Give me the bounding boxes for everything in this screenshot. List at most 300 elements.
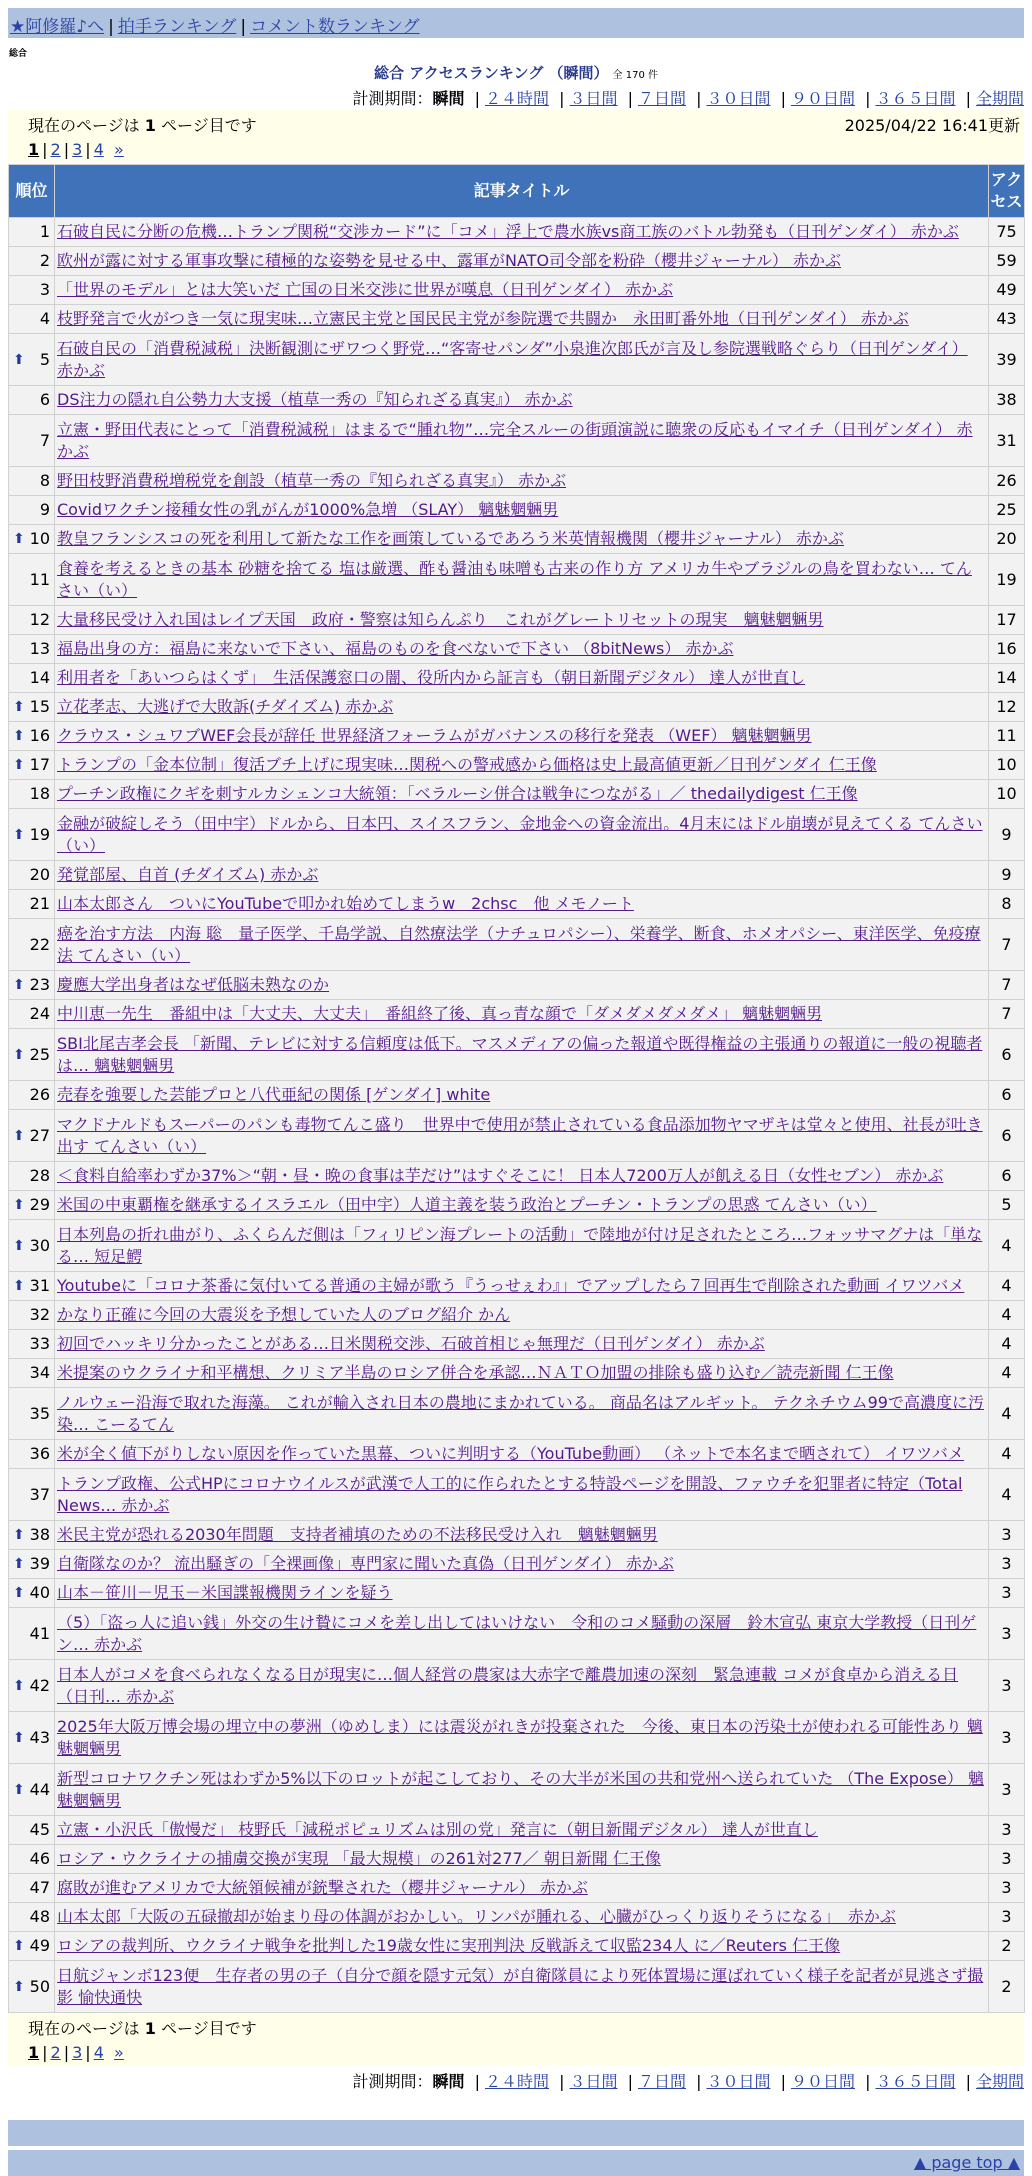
rank-number: 31 (29, 1276, 50, 1295)
title-cell (55, 554, 989, 606)
rank-number: 11 (29, 569, 50, 589)
period-selector-top: 計測期間：瞬間 | ２４時間 | ３日間 | ７日間 | ３０日間 | ９０日間 | ３６５日間 | 全期間 (352, 89, 1024, 108)
article-title-link[interactable]: ロシア・ウクライナの捕虜交換が実現 「最大規模」の261対277／ 朝日新聞 仁王像 (57, 1849, 661, 1868)
up-arrow-icon: ⬆ (13, 351, 25, 368)
rank-cell (9, 1608, 55, 1660)
table-row (9, 1816, 1025, 1845)
rank-cell (9, 334, 55, 386)
title-cell (55, 1521, 989, 1550)
header-rank: 順位 (9, 165, 55, 218)
page-link-2[interactable]: 2 (50, 140, 61, 159)
rank-cell (9, 386, 55, 415)
rank-number: 16 (29, 726, 50, 745)
article-title-link[interactable]: かなり正確に今回の大震災を予想していた人のブログ紹介 かん (57, 1305, 511, 1324)
table-row (9, 1579, 1025, 1608)
article-title-link[interactable]: 立憲・小沢氏「傲慢だ」 枝野氏「減税ポピュリズムは別の党」発言に（朝日新聞デジタル） 達人が世直し (57, 1820, 818, 1839)
rank-number: 15 (29, 697, 50, 716)
access-count: 39 (989, 334, 1025, 386)
access-count: 17 (989, 606, 1025, 635)
table-row (9, 1874, 1025, 1903)
rank-cell (9, 606, 55, 635)
page-link-3[interactable]: 3 (72, 2043, 83, 2062)
access-count: 75 (989, 218, 1025, 247)
article-title-link[interactable]: Covidワクチン接種女性の乳がんが1000%急増 （SLAY） 魑魅魍魎男 (57, 500, 559, 519)
rank-cell (9, 780, 55, 809)
rank-cell (9, 1029, 55, 1081)
up-arrow-icon: ⬆ (13, 1197, 25, 1213)
rank-cell (9, 890, 55, 919)
title-cell (55, 693, 989, 722)
page-current: 1 (28, 2043, 40, 2062)
article-title-link[interactable]: 初回でハッキリ分かったことがある…日米関税交渉、石破首相じゃ無理だ（日刊ゲンダイ） 赤かぶ (57, 1334, 765, 1353)
table-row (9, 1110, 1025, 1162)
title-cell (55, 1081, 989, 1110)
period-all[interactable]: 全期間 (975, 2072, 1024, 2091)
page-link-4[interactable]: 4 (93, 2043, 104, 2062)
rank-cell (9, 218, 55, 247)
article-title-link[interactable]: 野田枝野消費税増税党を創設（植草一秀の『知られざる真実』） 赤かぶ (57, 471, 567, 490)
access-count: 4 (989, 1388, 1025, 1440)
header-access: アクセス (989, 165, 1025, 218)
top-navigation (8, 8, 1024, 38)
article-title-link[interactable]: （5）「盗っ人に追い銭」外交の生け贄にコメを差し出してはいけない 令和のコメ騒動の深層 鈴木宣弘 東京大学教授（日刊ゲン… 赤かぶ (57, 1612, 977, 1654)
rank-number: 7 (39, 430, 50, 450)
page-link-4[interactable]: 4 (93, 140, 104, 159)
rank-cell (9, 1220, 55, 1272)
article-title-link[interactable]: ＜食料自給率わずか37%＞“朝・昼・晩の食事は芋だけ”はすぐそこに！ 日本人7200万人が飢える日（女性セブン） 赤かぶ (57, 1166, 944, 1185)
period-3d[interactable]: ３日間 (569, 89, 618, 108)
access-count: 8 (989, 890, 1025, 919)
page-top-link[interactable]: ▲ page top ▲ (913, 2153, 1020, 2172)
article-title-link[interactable]: 慶應大学出身者はなぜ低脳未熟なのか (57, 975, 330, 994)
rank-number: 26 (29, 1085, 50, 1104)
title-cell (55, 247, 989, 276)
title-cell (55, 1301, 989, 1330)
article-title-link[interactable]: 利用者を「あいつらはくず」 生活保護窓口の闇、役所内から証言も（朝日新聞デジタル） 達人が世直し (57, 668, 806, 687)
rank-number: 18 (29, 784, 50, 803)
title-cell (55, 1961, 989, 2013)
rank-number: 17 (29, 755, 50, 774)
article-title-link[interactable]: ロシアの裁判所、ウクライナ戦争を批判した19歳女性に実刑判決 反戦訴えて収監234人 に／Reuters 仁王像 (57, 1936, 841, 1955)
access-count: 14 (989, 664, 1025, 693)
up-arrow-icon: ⬆ (13, 1556, 25, 1572)
article-title-link[interactable]: トランプ政権、公式HPにコロナウイルスが武漢で人工的に作られたとする特設ページを開設、ファウチを犯罪者に特定（Total News… 赤かぶ (57, 1473, 963, 1515)
period-7d[interactable]: ７日間 (637, 89, 686, 108)
access-count: 26 (989, 467, 1025, 496)
rank-cell (9, 1191, 55, 1220)
rank-cell (9, 693, 55, 722)
up-arrow-icon: ⬆ (13, 1527, 25, 1543)
rank-cell (9, 1845, 55, 1874)
access-count: 3 (989, 1608, 1025, 1660)
table-row (9, 305, 1025, 334)
title-cell (55, 1550, 989, 1579)
article-title-link[interactable]: 山本太郎「大阪の五碌撤却が始まり母の体調がおかしい。リンパが腫れる、心臓がひっくり返りそうになる」 赤かぶ (57, 1907, 896, 1926)
access-count: 3 (989, 1903, 1025, 1932)
rank-cell (9, 305, 55, 334)
rank-number: 36 (29, 1444, 50, 1463)
title-cell (55, 809, 989, 861)
table-row (9, 1162, 1025, 1191)
article-title-link[interactable]: 大量移民受け入れ国はレイプ天国 政府・警察は知らんぷり これがグレートリセットの現実 魑魅魍魎男 (57, 610, 824, 629)
article-title-link[interactable]: 石破自民の「消費税減税」決断観測にザワつく野党…“客寄せパンダ”小泉進次郎氏が言及し参院選戦略ぐらり（日刊ゲンダイ） 赤かぶ (57, 338, 968, 380)
header-title: 記事タイトル (55, 165, 989, 218)
up-arrow-icon: ⬆ (13, 826, 25, 843)
up-arrow-icon: ⬆ (13, 728, 25, 744)
page-status: 現在のページは 1 ページ目です (28, 116, 257, 135)
table-row (9, 276, 1025, 305)
rank-number: 24 (29, 1004, 50, 1023)
article-title-link[interactable]: プーチン政権にクギを刺すルカシェンコ大統領：「ベラルーシ併合は戦争につながる」／ thedailydigest 仁王像 (57, 784, 858, 803)
rank-cell (9, 247, 55, 276)
home-link[interactable]: ★阿修羅♪へ (10, 17, 105, 37)
rank-number: 45 (29, 1820, 50, 1839)
table-row (9, 525, 1025, 554)
table-row (9, 1961, 1025, 2013)
rank-number: 4 (39, 309, 50, 328)
access-count: 25 (989, 496, 1025, 525)
access-count: 43 (989, 305, 1025, 334)
title-cell (55, 1469, 989, 1521)
title-cell (55, 1110, 989, 1162)
page-title (0, 62, 1032, 83)
rank-number: 12 (29, 610, 50, 629)
rank-number: 43 (29, 1727, 50, 1747)
up-arrow-icon: ⬆ (13, 1677, 25, 1694)
title-cell (55, 1440, 989, 1469)
period-30d[interactable]: ３０日間 (706, 89, 771, 108)
article-title-link[interactable]: 日本列島の折れ曲がり、ふくらんだ側は「フィリピン海プレートの活動」で陸地が付け足されたところ…フォッサマグナは「単なる… 短足鰐 (57, 1224, 983, 1266)
article-title-link[interactable]: マクドナルドもスーパーのパンも毒物てんこ盛り 世界中で使用が禁止されている食品添加物ヤマザキは堂々と使用、社長が吐き出す てんさい（い） (57, 1114, 983, 1156)
article-title-link[interactable]: 2025年大阪万博会場の埋立中の夢洲（ゆめしま）には震災がれきが投棄された 今後、東日本の汚染土が使われる可能性あり 魑魅魍魎男 (57, 1716, 983, 1758)
article-title-link[interactable]: 腐敗が進むアメリカで大統領候補が銃撃された（櫻井ジャーナル） 赤かぶ (57, 1878, 588, 1897)
article-title-link[interactable]: 米が全く値下がりしない原因を作っていた黒幕、ついに判明する（YouTube動画） （ネットで本名まで晒されて） イワツバメ (57, 1444, 964, 1463)
access-count: 4 (989, 1440, 1025, 1469)
nav-separator: | (108, 17, 114, 37)
comment-ranking-link[interactable]: コメント数ランキング (250, 17, 420, 37)
article-title-link[interactable]: 自衛隊なのか？ 流出騒ぎの「全裸画像」専門家に聞いた真偽（日刊ゲンダイ） 赤かぶ (57, 1554, 674, 1573)
title-cell (55, 386, 989, 415)
access-count: 3 (989, 1579, 1025, 1608)
article-title-link[interactable]: 欧州が露に対する軍事攻撃に積極的な姿勢を見せる中、露軍がNATO司令部を粉砕（櫻井ジャーナル） 赤かぶ (57, 251, 842, 270)
rank-number: 9 (39, 500, 50, 519)
rank-number: 35 (29, 1403, 50, 1423)
article-title-link[interactable]: DS注力の隠れ自公勢力大支援（植草一秀の『知られざる真実』） 赤かぶ (57, 390, 573, 409)
article-title-link[interactable]: 発覚部屋、自首 (チダイズム) 赤かぶ (57, 865, 319, 884)
access-count: 20 (989, 525, 1025, 554)
rank-number: 40 (29, 1583, 50, 1602)
rank-number: 25 (29, 1044, 50, 1064)
table-row (9, 919, 1025, 971)
title-cell (55, 1388, 989, 1440)
article-title-link[interactable]: 癌を治す方法 内海 聡 量子医学、千島学説、自然療法学（ナチュロパシー）、栄養学、断食、ホメオパシー、東洋医学、免疫療法 てんさい（い） (57, 923, 981, 965)
table-row (9, 1029, 1025, 1081)
rank-cell (9, 1081, 55, 1110)
table-row (9, 1272, 1025, 1301)
title-cell (55, 1162, 989, 1191)
table-row (9, 1660, 1025, 1712)
table-row (9, 334, 1025, 386)
rank-number: 46 (29, 1849, 50, 1868)
title-cell (55, 1220, 989, 1272)
access-count: 59 (989, 247, 1025, 276)
table-row (9, 218, 1025, 247)
article-title-link[interactable]: 日本人がコメを食べられなくなる日が現実に…個人経営の農家は大赤字で離農加速の深刻 緊急連載 コメが食卓から消える日（日刊… 赤かぶ (57, 1664, 959, 1706)
up-arrow-icon: ⬆ (13, 1127, 25, 1144)
rank-number: 30 (29, 1235, 50, 1255)
up-arrow-icon: ⬆ (13, 699, 25, 715)
rank-cell (9, 496, 55, 525)
period-30d[interactable]: ３０日間 (706, 2072, 771, 2091)
up-arrow-icon: ⬆ (13, 977, 25, 993)
nav-separator: | (240, 17, 247, 37)
next-page-link[interactable]: » (114, 2043, 124, 2062)
access-count: 3 (989, 1764, 1025, 1816)
access-count: 3 (989, 1521, 1025, 1550)
rank-number: 41 (29, 1623, 50, 1643)
article-title-link[interactable]: クラウス・シュワブWEF会長が辞任 世界経済フォーラムがガバナンスの移行を発表 （WEF） 魑魅魍魎男 (57, 726, 812, 745)
rank-cell (9, 1712, 55, 1764)
footer-bar (8, 2150, 1024, 2176)
rank-cell (9, 1359, 55, 1388)
rank-number: 6 (39, 390, 50, 409)
access-count: 10 (989, 751, 1025, 780)
page-link-2[interactable]: 2 (50, 2043, 61, 2062)
access-count: 4 (989, 1301, 1025, 1330)
article-title-link[interactable]: 売春を強要した芸能プロと八代亜紀の関係 [ゲンダイ] white (57, 1085, 491, 1104)
period-90d[interactable]: ９０日間 (790, 89, 855, 108)
rank-number: 47 (29, 1878, 50, 1897)
period-3d[interactable]: ３日間 (569, 2072, 618, 2091)
table-header-row (9, 165, 1025, 218)
pager-top (8, 110, 1024, 162)
rank-number: 14 (29, 668, 50, 687)
access-count: 6 (989, 1081, 1025, 1110)
up-arrow-icon: ⬆ (13, 1729, 25, 1746)
next-page-link[interactable]: » (114, 140, 124, 159)
table-row (9, 1903, 1025, 1932)
title-cell (55, 890, 989, 919)
period-365d[interactable]: ３６５日間 (875, 2072, 956, 2091)
access-count: 3 (989, 1816, 1025, 1845)
rank-cell (9, 664, 55, 693)
access-count: 4 (989, 1220, 1025, 1272)
rank-number: 27 (29, 1125, 50, 1145)
title-cell (55, 919, 989, 971)
access-count: 5 (989, 1191, 1025, 1220)
period-selector-bottom: 計測期間：瞬間 | ２４時間 | ３日間 | ７日間 | ３０日間 | ９０日間 | ３６５日間 | 全期間 (352, 2072, 1024, 2091)
up-arrow-icon: ⬆ (13, 1938, 25, 1954)
rank-cell (9, 1764, 55, 1816)
article-title-link[interactable]: 新型コロナワクチン死はわずか5%以下のロットが起こしており、その大半が米国の共和党州へ送られていた （The Expose） 魑魅魍魎男 (57, 1768, 984, 1810)
period-24h[interactable]: ２４時間 (484, 89, 549, 108)
rank-number: 32 (29, 1305, 50, 1324)
rank-cell (9, 1330, 55, 1359)
title-cell (55, 467, 989, 496)
access-count: 11 (989, 722, 1025, 751)
table-row (9, 247, 1025, 276)
rank-number: 44 (29, 1779, 50, 1799)
period-current: 瞬間 (432, 89, 465, 108)
period-7d[interactable]: ７日間 (637, 2072, 686, 2091)
table-row (9, 1845, 1025, 1874)
access-count: 9 (989, 809, 1025, 861)
rank-cell (9, 1301, 55, 1330)
rank-cell (9, 1903, 55, 1932)
page-title-text: 総合 アクセスランキング （瞬間） (374, 64, 609, 82)
article-title-link[interactable]: 「世界のモデル」とは大笑いだ 亡国の日米交渉に世界が嘆息（日刊ゲンダイ） 赤かぶ (57, 280, 674, 299)
rank-cell (9, 467, 55, 496)
category-label: 総合 (9, 49, 28, 59)
rank-cell (9, 919, 55, 971)
page-links: 1 | 2 | 3 | 4 » (28, 140, 124, 159)
article-title-link[interactable]: 米民主党が恐れる2030年問題 支持者補填のための不法移民受け入れ 魑魅魍魎男 (57, 1525, 658, 1544)
ranking-table (8, 164, 1025, 2013)
title-cell (55, 415, 989, 467)
title-cell (55, 1874, 989, 1903)
access-count: 3 (989, 1660, 1025, 1712)
rank-cell (9, 415, 55, 467)
table-row (9, 693, 1025, 722)
title-cell (55, 1579, 989, 1608)
up-arrow-icon: ⬆ (13, 757, 25, 773)
rank-cell (9, 525, 55, 554)
page-link-3[interactable]: 3 (72, 140, 83, 159)
table-row (9, 1712, 1025, 1764)
rank-cell (9, 1388, 55, 1440)
article-title-link[interactable]: 日航ジャンボ123便 生存者の男の子（自分で顔を隠す元気）が自衛隊員により死体置場に運ばれていく様子を記者が見逃さず撮影 愉快通快 (57, 1965, 984, 2007)
article-title-link[interactable]: SBI北尾吉孝会長 「新聞、テレビに対する信頼度は低下。マスメディアの偏った報道や既得権益の主張通りの報道に一般の視聴者は… 魑魅魍魎男 (57, 1033, 983, 1075)
title-cell (55, 276, 989, 305)
article-title-link[interactable]: 石破自民に分断の危機…トランプ関税“交渉カード”に「コメ」浮上で農水族vs商工族のバトル勃発も（日刊ゲンダイ） 赤かぶ (57, 222, 959, 241)
table-row (9, 664, 1025, 693)
table-row (9, 1220, 1025, 1272)
table-row (9, 1191, 1025, 1220)
article-title-link[interactable]: 中川恵一先生 番組中は「大丈夫、大丈夫」 番組終了後、真っ青な顔で「ダメダメダメダメ」 魑魅魍魎男 (57, 1004, 823, 1023)
access-count: 3 (989, 1550, 1025, 1579)
rank-cell (9, 1550, 55, 1579)
title-cell (55, 1608, 989, 1660)
rank-number: 39 (29, 1554, 50, 1573)
table-row (9, 780, 1025, 809)
rank-number: 37 (29, 1484, 50, 1504)
title-cell (55, 305, 989, 334)
title-cell (55, 1903, 989, 1932)
table-row (9, 1550, 1025, 1579)
article-title-link[interactable]: 立憲・野田代表にとって「消費税減税」はまるで“腫れ物”…完全スルーの街頭演説に聴衆の反応もイマイチ（日刊ゲンダイ） 赤かぶ (57, 419, 973, 461)
access-count: 7 (989, 971, 1025, 1000)
article-title-link[interactable]: Youtubeに「コロナ茶番に気付いてる普通の主婦が歌う『うっせぇわ』」でアップしたら７回再生で削除された動画 イワツバメ (57, 1276, 965, 1295)
rank-cell (9, 1110, 55, 1162)
rank-cell (9, 276, 55, 305)
rank-number: 33 (29, 1334, 50, 1353)
access-count: 2 (989, 1961, 1025, 2013)
table-row (9, 809, 1025, 861)
access-count: 7 (989, 919, 1025, 971)
title-cell (55, 664, 989, 693)
title-cell (55, 496, 989, 525)
rank-cell (9, 1521, 55, 1550)
article-title-link[interactable]: トランプの「金本位制」復活ブチ上げに現実味…関税への警戒感から価格は史上最高値更新／日刊ゲンダイ 仁王像 (57, 755, 877, 774)
article-title-link[interactable]: ノルウェー沿海で取れた海藻。 これが輸入され日本の農地にまかれている。 商品名はアルギット。 テクネチウム99で高濃度に汚染… こーるてん (57, 1392, 984, 1434)
article-title-link[interactable]: 米提案のウクライナ和平構想、クリミア半島のロシア併合を承認…ＮＡＴＯ加盟の排除も盛り込む／読売新聞 仁王像 (57, 1363, 894, 1382)
access-count: 3 (989, 1874, 1025, 1903)
rank-number: 2 (39, 251, 50, 270)
rank-cell (9, 1162, 55, 1191)
table-row (9, 635, 1025, 664)
article-title-link[interactable]: 米国の中東覇権を継承するイスラエル（田中宇）人道主義を装う政治とプーチン・トランプの思惑 てんさい（い） (57, 1195, 877, 1214)
rank-number: 34 (29, 1363, 50, 1382)
title-cell (55, 334, 989, 386)
access-count: 2 (989, 1932, 1025, 1961)
article-title-link[interactable]: 山本－笹川－児玉－米国諜報機関ラインを疑う (57, 1583, 393, 1602)
access-count: 12 (989, 693, 1025, 722)
rank-number: 28 (29, 1166, 50, 1185)
up-arrow-icon: ⬆ (13, 1278, 25, 1294)
rank-number: 23 (29, 975, 50, 994)
article-title-link[interactable]: 福島出身の方：福島に来ないで下さい、福島のものを食べないで下さい （8bitNews） 赤かぶ (57, 639, 734, 658)
title-cell (55, 1330, 989, 1359)
rank-number: 49 (29, 1936, 50, 1955)
updated-timestamp: 2025/04/22 16:41更新 (844, 116, 1020, 135)
title-cell (55, 635, 989, 664)
title-cell (55, 780, 989, 809)
title-cell (55, 1191, 989, 1220)
article-title-link[interactable]: 食養を考えるときの基本 砂糖を捨てる 塩は厳選、酢も醤油も味噌も古来の作り方 アメリカ牛やブラジルの鳥を買わない… てんさい（い） (57, 558, 972, 600)
title-cell (55, 1359, 989, 1388)
rank-number: 42 (29, 1675, 50, 1695)
table-row (9, 1301, 1025, 1330)
rank-cell (9, 554, 55, 606)
rank-number: 10 (29, 529, 50, 548)
rank-number: 19 (29, 824, 50, 844)
period-24h[interactable]: ２４時間 (484, 2072, 549, 2091)
article-title-link[interactable]: 山本太郎さん ついにYouTubeで叩かれ始めてしまうw 2chsc 他 メモノート (57, 894, 634, 913)
title-cell (55, 1272, 989, 1301)
access-count: 4 (989, 1272, 1025, 1301)
table-row (9, 751, 1025, 780)
article-title-link[interactable]: 教皇フランシスコの死を利用して新たな工作を画策しているであろう米英情報機関（櫻井ジャーナル） 赤かぶ (57, 529, 844, 548)
title-cell (55, 1764, 989, 1816)
period-365d[interactable]: ３６５日間 (875, 89, 956, 108)
period-label: 計測期間： (352, 2072, 433, 2091)
article-title-link[interactable]: 立花孝志、大逃げで大敗訴(チダイズム) 赤かぶ (57, 697, 394, 716)
article-title-link[interactable]: 金融が破綻しそう（田中宇）ドルから、日本円、スイスフラン、金地金への資金流出。4月末にはドル崩壊が見えてくる てんさい（い） (57, 813, 983, 855)
rank-number: 21 (29, 894, 50, 913)
table-row (9, 1388, 1025, 1440)
access-count: 3 (989, 1845, 1025, 1874)
access-count: 49 (989, 276, 1025, 305)
access-count: 3 (989, 1712, 1025, 1764)
period-all[interactable]: 全期間 (975, 89, 1024, 108)
table-row (9, 971, 1025, 1000)
table-row (9, 606, 1025, 635)
rank-cell (9, 1874, 55, 1903)
rank-cell (9, 1272, 55, 1301)
rank-number: 13 (29, 639, 50, 658)
period-90d[interactable]: ９０日間 (790, 2072, 855, 2091)
table-row (9, 1608, 1025, 1660)
up-arrow-icon: ⬆ (13, 1585, 25, 1601)
clap-ranking-link[interactable]: 拍手ランキング (117, 17, 237, 37)
title-cell (55, 1845, 989, 1874)
table-row (9, 861, 1025, 890)
rank-number: 50 (29, 1976, 50, 1996)
title-cell (55, 606, 989, 635)
article-title-link[interactable]: 枝野発言で火がつき一気に現実味…立憲民主党と国民民主党が参院選で共闘か 永田町番外地（日刊ゲンダイ） 赤かぶ (57, 309, 909, 328)
table-row (9, 1932, 1025, 1961)
title-cell (55, 1932, 989, 1961)
